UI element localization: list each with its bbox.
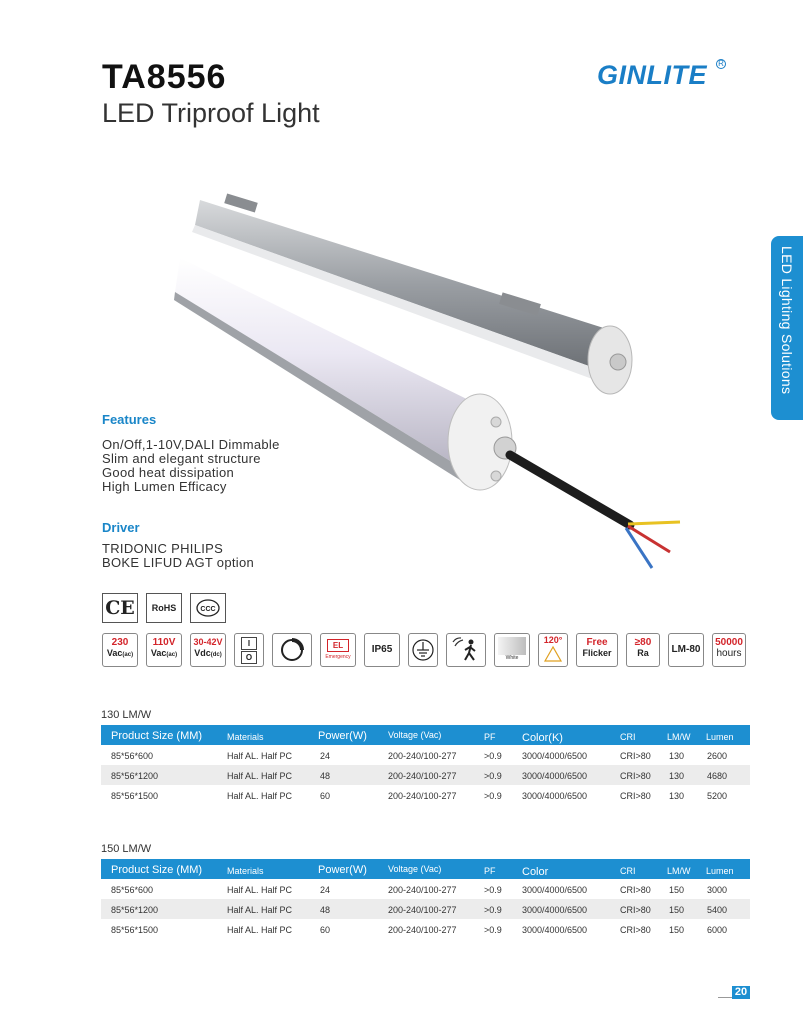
ground-icon <box>408 633 438 667</box>
table1-label: 130 LM/W <box>101 709 152 721</box>
driver-line: TRIDONIC PHILIPS <box>102 541 224 556</box>
screw-icon <box>491 471 501 481</box>
color-white-icon: White <box>494 633 530 667</box>
voltage-110-icon: 110V Vac(ac) <box>146 633 182 667</box>
driver-heading: Driver <box>102 520 140 535</box>
screw-icon <box>491 417 501 427</box>
switch-icon: I O <box>234 633 264 667</box>
emergency-icon: EL Emergency <box>320 633 356 667</box>
table-row: 85*56*1200 Half AL. Half PC 48 200-240/100-277 >0.9 3000/4000/6500 CRI>80 130 4680 <box>101 765 750 785</box>
feature-item: Good heat dissipation <box>102 465 235 480</box>
table-row: 85*56*600 Half AL. Half PC 24 200-240/100-277 >0.9 3000/4000/6500 CRI>80 150 3000 <box>111 885 728 895</box>
features-heading: Features <box>102 412 157 427</box>
earth-ground-icon <box>409 634 437 666</box>
product-subtitle: LED Triproof Light <box>102 98 320 128</box>
table-row: 85*56*1500 Half AL. Half PC 60 200-240/100-277 >0.9 3000/4000/6500 CRI>80 150 6000 <box>111 925 728 935</box>
svg-text:CCC: CCC <box>200 606 216 613</box>
feature-item: On/Off,1-10V,DALI Dimmable <box>102 437 280 452</box>
voltage-230-icon: 230 Vac(ac) <box>102 633 138 667</box>
lifetime-icon: 50000 hours <box>712 633 746 667</box>
voltage-dc-icon: 30-42V Vdc(dc) <box>190 633 226 667</box>
dimmable-icon <box>272 633 312 667</box>
lm80-icon: LM-80 <box>668 633 704 667</box>
beam-angle-icon: 120° <box>538 633 568 667</box>
driver-list <box>102 542 254 570</box>
page-number: 20 <box>732 986 750 999</box>
table-row: 85*56*600 Half AL. Half PC 24 200-240/100-277 >0.9 3000/4000/6500 CRI>80 130 2600 <box>111 751 728 761</box>
page-number-rule <box>718 997 732 998</box>
table1-header: Product Size (MM) Materials Power(W) Voltage (Vac) PF Color(K) CRI LM/W Lumen <box>101 725 750 745</box>
feature-item: Slim and elegant structure <box>102 451 261 466</box>
flicker-free-icon: Free Flicker <box>576 633 618 667</box>
model-number: TA8556 <box>102 58 227 96</box>
ip65-icon: IP65 <box>364 633 400 667</box>
back-cable-gland <box>610 354 626 370</box>
registered-mark-icon: R <box>716 59 726 69</box>
brand-logo: GINLITE <box>597 60 707 90</box>
wire-yellow <box>628 522 680 524</box>
walking-person-icon <box>447 634 485 666</box>
ce-mark-icon: CE <box>102 593 138 623</box>
ccc-logo-icon <box>191 594 225 622</box>
features-list <box>102 438 280 494</box>
feature-item: High Lumen Efficacy <box>102 479 227 494</box>
side-category-tab <box>771 236 803 420</box>
white-swatch <box>498 637 526 655</box>
driver-line: BOKE LIFUD AGT option <box>102 555 255 570</box>
table2-header: Product Size (MM) Materials Power(W) Voltage (Vac) PF Color CRI LM/W Lumen <box>101 859 750 879</box>
ccc-mark-icon <box>190 593 226 623</box>
product-photo <box>170 180 690 580</box>
beam-cone-icon <box>539 645 567 663</box>
cri-icon: ≥80 Ra <box>626 633 660 667</box>
dimmer-dial-icon <box>273 634 311 666</box>
motion-sensor-icon <box>446 633 486 667</box>
table2-label: 150 LM/W <box>101 843 152 855</box>
table-row: 85*56*1500 Half AL. Half PC 60 200-240/100-277 >0.9 3000/4000/6500 CRI>80 130 5200 <box>111 791 728 801</box>
rohs-mark-icon: RoHS <box>146 593 182 623</box>
power-cable <box>510 455 630 525</box>
side-tab-label: LED Lighting Solutions <box>779 246 795 395</box>
table-row: 85*56*1200 Half AL. Half PC 48 200-240/100-277 >0.9 3000/4000/6500 CRI>80 150 5400 <box>101 899 750 919</box>
